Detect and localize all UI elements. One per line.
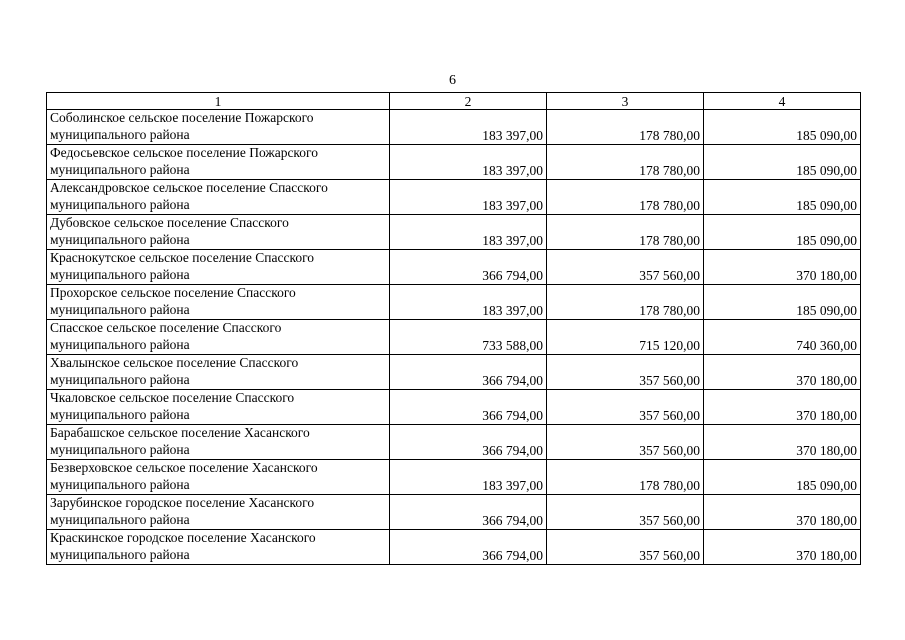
value-col-4-cell: 185 090,00 xyxy=(704,145,861,180)
value-col-2-cell: 733 588,00 xyxy=(390,320,547,355)
settlement-name-line: Зарубинское городское поселение Хасанского xyxy=(50,495,315,510)
settlement-name-line: Федосьевское сельское поселение Пожарского xyxy=(50,145,319,160)
value-col-2-cell: 183 397,00 xyxy=(390,285,547,320)
value-col-3-cell: 357 560,00 xyxy=(547,355,704,390)
table-row xyxy=(47,530,861,565)
header-row xyxy=(47,93,861,110)
value-col-2-cell: 366 794,00 xyxy=(390,355,547,390)
value-col-4-cell: 185 090,00 xyxy=(704,110,861,145)
value-col-4-cell: 370 180,00 xyxy=(704,355,861,390)
settlement-name-line: муниципального района xyxy=(50,546,190,562)
value-col-3-cell: 178 780,00 xyxy=(547,460,704,495)
header-col-1: 1 xyxy=(47,93,390,110)
value-col-3-cell: 715 120,00 xyxy=(547,320,704,355)
table-row xyxy=(47,110,861,145)
header-col-2: 2 xyxy=(390,93,547,110)
settlement-name-line: Александровское сельское поселение Спасского xyxy=(50,180,328,195)
value-col-3-cell: 178 780,00 xyxy=(547,285,704,320)
page-number: 6 xyxy=(449,73,456,88)
header-col-4: 4 xyxy=(704,93,861,110)
value-col-4-cell: 370 180,00 xyxy=(704,495,861,530)
settlement-name-line: Спасское сельское поселение Спасского xyxy=(50,320,282,335)
settlement-name-line: муниципального района xyxy=(50,231,190,247)
settlement-name-line: муниципального района xyxy=(50,266,190,282)
value-col-4-cell: 370 180,00 xyxy=(704,250,861,285)
value-col-4-cell: 185 090,00 xyxy=(704,285,861,320)
settlement-name-cell xyxy=(47,495,390,530)
value-col-2-cell: 366 794,00 xyxy=(390,250,547,285)
table-row xyxy=(47,390,861,425)
value-col-4-cell: 370 180,00 xyxy=(704,530,861,565)
table-row xyxy=(47,495,861,530)
settlement-name-line: Соболинское сельское поселение Пожарского xyxy=(50,110,314,125)
value-col-4-cell: 370 180,00 xyxy=(704,390,861,425)
settlement-name-cell xyxy=(47,180,390,215)
header-col-3: 3 xyxy=(547,93,704,110)
value-col-3-cell: 178 780,00 xyxy=(547,180,704,215)
settlement-name-cell xyxy=(47,530,390,565)
settlement-name-cell xyxy=(47,145,390,180)
table-row xyxy=(47,320,861,355)
value-col-2-cell: 183 397,00 xyxy=(390,180,547,215)
settlement-name-line: муниципального района xyxy=(50,196,190,212)
table-body xyxy=(47,110,861,565)
settlement-name-cell xyxy=(47,425,390,460)
value-col-2-cell: 366 794,00 xyxy=(390,530,547,565)
settlement-name-line: муниципального района xyxy=(50,301,190,317)
settlement-name-cell xyxy=(47,285,390,320)
settlement-name-cell xyxy=(47,320,390,355)
table-row xyxy=(47,425,861,460)
table-row xyxy=(47,180,861,215)
settlement-name-line: муниципального района xyxy=(50,406,190,422)
value-col-2-cell: 183 397,00 xyxy=(390,110,547,145)
table-row xyxy=(47,285,861,320)
value-col-3-cell: 357 560,00 xyxy=(547,390,704,425)
settlement-name-line: муниципального района xyxy=(50,336,190,352)
settlement-name-line: муниципального района xyxy=(50,126,190,142)
table-row xyxy=(47,460,861,495)
settlement-name-cell xyxy=(47,215,390,250)
settlement-name-line: муниципального района xyxy=(50,371,190,387)
table-row xyxy=(47,215,861,250)
value-col-4-cell: 185 090,00 xyxy=(704,215,861,250)
settlement-name-line: муниципального района xyxy=(50,441,190,457)
value-col-4-cell: 740 360,00 xyxy=(704,320,861,355)
value-col-3-cell: 357 560,00 xyxy=(547,425,704,460)
value-col-3-cell: 357 560,00 xyxy=(547,250,704,285)
settlement-name-line: муниципального района xyxy=(50,161,190,177)
allocation-table xyxy=(46,92,861,565)
settlement-name-line: Краскинское городское поселение Хасанского xyxy=(50,530,316,545)
value-col-2-cell: 366 794,00 xyxy=(390,425,547,460)
value-col-3-cell: 357 560,00 xyxy=(547,495,704,530)
table-row xyxy=(47,355,861,390)
settlement-name-cell xyxy=(47,355,390,390)
settlement-name-line: Чкаловское сельское поселение Спасского xyxy=(50,390,295,405)
value-col-3-cell: 178 780,00 xyxy=(547,110,704,145)
settlement-name-line: Безверховское сельское поселение Хасанского xyxy=(50,460,318,475)
settlement-name-line: Дубовское сельское поселение Спасского xyxy=(50,215,289,230)
settlement-name-cell xyxy=(47,390,390,425)
value-col-3-cell: 357 560,00 xyxy=(547,530,704,565)
settlement-name-line: муниципального района xyxy=(50,476,190,492)
settlement-name-line: Хвалынское сельское поселение Спасского xyxy=(50,355,299,370)
table-row xyxy=(47,250,861,285)
value-col-4-cell: 185 090,00 xyxy=(704,180,861,215)
settlement-name-line: Прохорское сельское поселение Спасского xyxy=(50,285,296,300)
value-col-4-cell: 185 090,00 xyxy=(704,460,861,495)
value-col-3-cell: 178 780,00 xyxy=(547,145,704,180)
value-col-2-cell: 183 397,00 xyxy=(390,460,547,495)
settlement-name-line: Краснокутское сельское поселение Спасского xyxy=(50,250,315,265)
settlement-name-cell xyxy=(47,460,390,495)
table-row xyxy=(47,145,861,180)
table-header xyxy=(47,93,861,110)
value-col-2-cell: 366 794,00 xyxy=(390,390,547,425)
settlement-name-line: Барабашское сельское поселение Хасанского xyxy=(50,425,310,440)
value-col-2-cell: 366 794,00 xyxy=(390,495,547,530)
settlement-name-cell xyxy=(47,250,390,285)
value-col-3-cell: 178 780,00 xyxy=(547,215,704,250)
value-col-2-cell: 183 397,00 xyxy=(390,145,547,180)
settlement-name-cell xyxy=(47,110,390,145)
settlement-name-line: муниципального района xyxy=(50,511,190,527)
value-col-2-cell: 183 397,00 xyxy=(390,215,547,250)
value-col-4-cell: 370 180,00 xyxy=(704,425,861,460)
